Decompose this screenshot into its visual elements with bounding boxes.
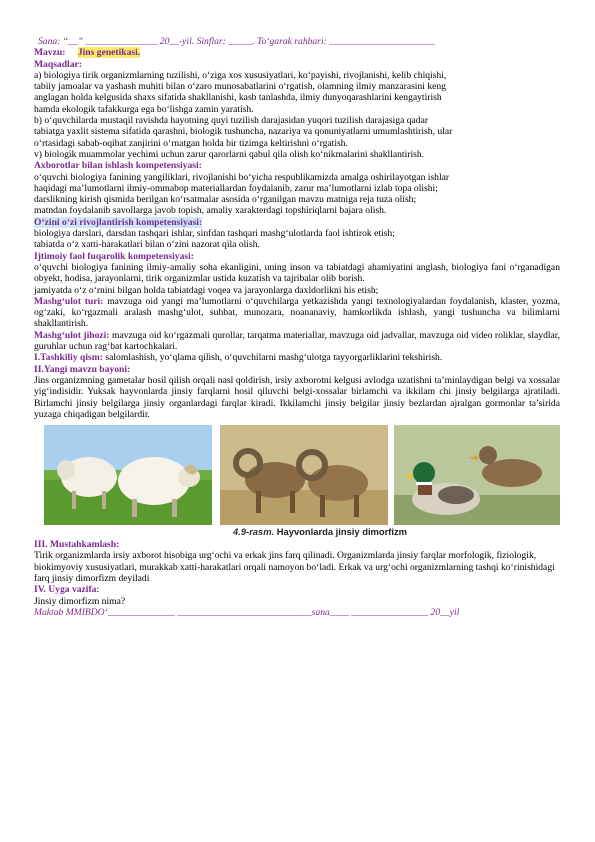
lesson-type-text: mavzuga oid yangi ma’lumotlarni o‘quvchilarga yetkazishda yangi texnologiyalardan foydalanish, klaster, yozma, og‘zaki, ko‘rgazmali aralash mashg‘ulot, suhbat, munozara, noananaviy, hamkorlikda ishlash, yangi tushuncha va bilimlarni shakllantirish. (34, 295, 561, 330)
lesson-type (34, 296, 560, 330)
figure-number: 4.9-rasm. (232, 526, 275, 538)
homework-colon: : (96, 584, 100, 596)
homework-text: Jinsiy dimorfizm nima? (34, 595, 126, 607)
info-competence-line: haqidagi ma’lumotlarni ilmiy-ommabop materiallardan foydalanib, zarur ma’lumotlarni izlab topa olishi; (34, 182, 438, 194)
goals-heading: Maqsadlar: (34, 58, 82, 70)
goals-list (34, 70, 560, 160)
new-topic-heading: II.Yangi mavzu bayoni: (34, 363, 131, 375)
goal-line: tabiatga yaxlit sistema sifatida qarashni, biologik tushuncha, nazariya va qonuniyatlarni umumlashtirish, ular (34, 126, 453, 138)
homework-row (34, 584, 560, 595)
info-competence-line: darslikning kirish qismida berilgan ko‘rsatmalar asosida o‘rganilgan mavzu matniga reja tuza olish; (34, 194, 417, 206)
organization-label: I.Tashkiliy qism: (34, 352, 103, 364)
figure-caption (80, 526, 560, 537)
ram-image (220, 425, 388, 525)
goal-line: tabiiy jamoalar va yashash muhiti bilan o‘zaro munosabatlarini o‘rgatish, olamning ilmiy manzarasini keng (34, 81, 446, 93)
topic-row (34, 47, 560, 58)
sheep-image (44, 425, 212, 525)
social-competence-paragraph: o‘quvchi biologiya fanining ilmiy-amaliy soha ekanligini, uning inson va tabiatdagi ahamiyatini anglash, biologiya fani o‘rganadigan obyekt, hodisa, jarayonlarni, tirik organizmlar ustida kuzatish va tajribalar olib borish. (34, 261, 560, 285)
footer-line: Maktab MMIBDO‘______________ ____________________________sana____ ________________ 20__yil (34, 606, 460, 618)
goal-line: anglagan holda kelgusida shaxs sifatida shakllanishi, kasb tanlashda, ilmiy dunyoqarashlarini kengaytirish (34, 92, 442, 104)
figure-dimorphism (40, 425, 560, 539)
info-competence-line: matndan foydalanib savollarga javob topish, amaliy xarakterdagi topshiriqlarni bajara olish. (34, 205, 387, 217)
self-competence-heading: O‘zini o‘zi rivojlantirish kompetensiyasi: (34, 216, 203, 228)
figure-caption-text: Hayvonlarda jinsiy dimorfizm (276, 526, 408, 538)
info-competence-line: o‘quvchi biologiya fanining yangiliklari, rivojlanishi bo‘yicha respublikamizda amalga oshirilayotgan ishlar (34, 171, 450, 183)
new-topic-text: Jins organizmning gametalar hosil qilish orqali nasl qoldirish, irsiy axborotni kelgusi avlodga uzatishni ta’minlaydigan belgi va xossalar yig‘indisidir. Yuksak hayvonlarda jinsiy farqlarni hosil qiluvchi belgi-xossalar birlamchi va ikkilam chi jinsiy belgilarga ajratiladi. Birlamchi jinsiy belgilarga jinsiy organlardagi farqlar kiradi. Ikkilamchi jinsiy belgilar jinsiy bezlardan ajralgan gormonlar ta’sirida yuzaga chiqadigan belgilardir. (34, 374, 560, 420)
lesson-equipment-label: Mashg‘ulot jihozi: (34, 329, 110, 341)
goal-line: v) biologik muammolar yechimi uchun zarur qarorlarni qabul qila olish ko‘nikmalarini shakllantirish. (34, 148, 425, 160)
ducks-image (394, 425, 560, 525)
lesson-type-label: Mashg‘ulot turi: (34, 295, 104, 307)
organization-text: salomlashish, yo‘qlama qilish, o‘quvchilarni mashg‘ulotga tayyorgarliklarini tekshirish. (105, 352, 443, 364)
topic-label: Mavzu: (34, 47, 66, 59)
independent-heading: III. Mustahkamlash: (34, 539, 120, 551)
lesson-plan-page (34, 36, 560, 618)
goal-line: o‘rtasidagi sabab-oqibat zanjirini o‘rnatgan holda bir tizimga keltirishni o‘rgatish. (34, 137, 348, 149)
header-line: Sana: “__” _______________ 20__-yil. Sinflar: _____. To‘garak rahbari: ______________________ (38, 36, 435, 47)
goal-line: hamda ekologik tafakkurga ega bo‘lishga zamin yaratish. (34, 103, 254, 115)
lesson-equipment-text: mavzuga oid ko‘rgazmali qurollar, tarqatma materiallar, mavzuga oid jadvallar, mavzuga oid video roliklar, slaydlar, guruhlar uchun rag‘bat kartochkalari. (34, 329, 560, 353)
self-competence-line: tabiatda o‘z xatti-harakatlari bilan o‘zini nazorat qila olish. (34, 239, 260, 251)
lesson-equipment (34, 330, 560, 353)
self-competence-line: biologiya darslari, darsdan tashqari ishlar, sinfdan tashqari mashg‘ulotlarda faol ishtirok etish; (34, 228, 395, 240)
homework-label: IV. Uyga vazifa (34, 584, 97, 596)
topic-title: Jins genetikasi. (77, 47, 141, 59)
goal-line: b) o‘quvchilarda mustaqil ravishda hayotning quyi tuzilish darajasidan yuqori tuzilish darajasiga qadar (34, 115, 429, 127)
social-competence-line: jamiyatda o‘z o‘rnini bilgan holda tabiatdagi voqea va jarayonlarga daxldorlikni his etish; (34, 284, 379, 296)
goal-line: a) biologiya tirik organizmlarning tuzilishi, o‘ziga xos xususiyatlari, ko‘payishi, rivojlanishi, kelib chiqishi, (34, 69, 447, 81)
organization (34, 352, 560, 363)
independent-text: Tirik organizmlarda irsiy axborot hisobiga urg‘ochi va erkak jins farq qilinadi. Organizmlarda jinsiy farqlar morfologik, fiziologik, biokimyoviy xususiyatlari, murakkab xatti-harakatlari orqali namoyon bo‘ladi. Erkak va urg‘ochi organizmlarning tashqi ko‘rinishidagi farq jinsiy dimorfizm deyiladi (34, 550, 555, 584)
social-competence-heading: Ijtimoiy faol fuqarolik kompetensiyasi: (34, 250, 194, 262)
info-competence-heading: Axborotlar bilan ishlash kompetensiyasi: (34, 160, 202, 172)
